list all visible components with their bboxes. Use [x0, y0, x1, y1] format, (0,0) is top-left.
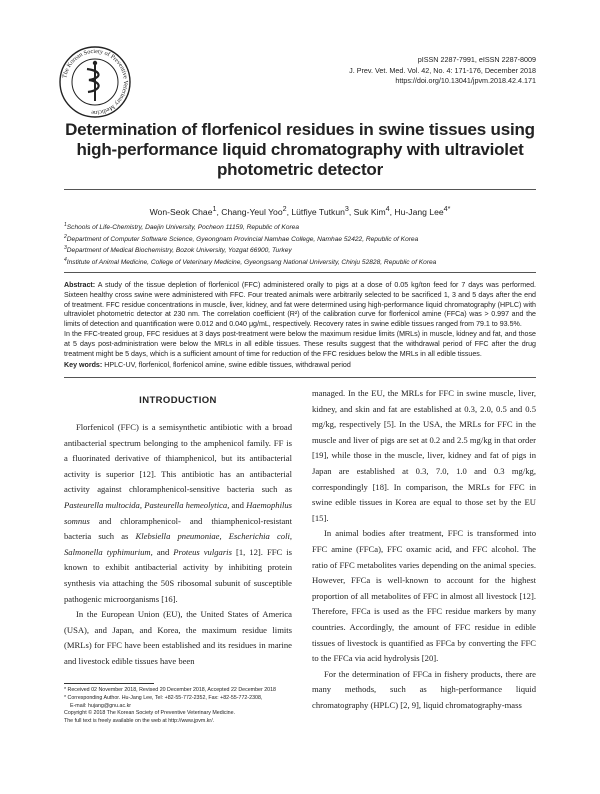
abstract-label: Abstract:	[64, 281, 96, 289]
affiliations	[64, 221, 436, 267]
keywords: Key words: HPLC-UV, florfenicol, florfenicol amine, swine edible tissues, withdrawal period	[64, 361, 351, 370]
keywords-label: Key words:	[64, 361, 103, 370]
publication-info	[349, 55, 536, 87]
affiliation-item: $^4$Institute of Animal Medicine, College of Veterinary Medicine, Gyeongsang National University, Chinju 52828, Republic of Korea	[64, 256, 437, 266]
abstract-paragraph: Abstract: A study of the tissue depletion of florfenicol (FFC) administered orally to pigs at a dose of 0.05 kg/ton feed for 7 days was performed. Sixteen healthy cross swine were administered with FFC. Four treated animals were arbitrarily selected to be sacrificed 1, 3 and 5 days after the end of treatment. FFC residue concentrations in muscle, liver, kidney, and fat were determined using high-performance liquid chromatography (HPLC) with ultraviolet photometric detector at 230 nm. The correlation coefficient (R²) of the calibration curve for florfenicol amine (FFCa) was > 0.997 and the limits of detection and quantification were 0.012 and 0.040 μg/mL, respectively. Recovery rates in swine edible tissues ranged from 79.1 to 93.5%.	[64, 281, 536, 329]
received-dates: * Received 02 November 2018, Revised 20 December 2018, Accepted 22 December 2018	[64, 687, 277, 693]
abstract-paragraph: In the FFC-treated group, FFC residues at 3 days post-treatment were below the maximum residue limits (MRLs) in muscle, kidney and fat, and those at 5 days post-administration were below the MRLs in all edible tissues. These results suggest that the withdrawal period of FFC after the drug treatment might be 5 days, which is a sufficient amount of time for reduction of the FFC residues below the MRLs in all edible tissues.	[64, 329, 536, 358]
article-title	[40, 120, 560, 180]
author-name: Hu-Jang Lee	[394, 206, 444, 217]
author-list: Won-Seok Chae$^1$, Chang-Yeul Yoo$^2$, Lütfiye Tutkun$^3$, Suk Kim$^4$, Hu-Jang Lee$^{4*}$	[149, 205, 451, 217]
body-paragraph: In animal bodies after treatment, FFC is transformed into FFC amine (FFCa), FFC oxamic acid, and FFC alcohol. The ratio of FFC metabolites varies depending on the animal species. However, FFCa is well-known to account for the highest proportion of all metabolites of FFC in almost all livestock [12]. Therefore, FFCa is used as the FFC residue markers by many countries. Accordingly, the amount of FFC residue in edible tissues of livestock is quantified as FFCa by converting the FFC to the FFCa via acid hydrolysis [20].	[312, 528, 536, 664]
body-paragraph: Florfenicol (FFC) is a semisynthetic antibiotic with a broad antibacterial spectrum belonging to the amphenicol family. FF is a fluorinated derivative of thiamphenicol, but its antibacterial activity is superior [12]. This antibiotic has an antibacterial activity against chloramphenicol-sensitive bacteria such as Pasteurella multocida, Pasteurella hemeolytica, and Haemophilus somnus and chloramphenicol- and thiamphenicol-resistant bacteria such as Klebsiella pneumoniae, Escherichia coli, Salmonella typhimurium, and Proteus vulgaris [1, 12]. FFC is known to exhibit antibacterial activity by inhibiting protein synthesis via attaching the 50S ribosomal subunit of susceptible pathogenic microorganisms [16].	[64, 422, 293, 604]
author-name: Won-Seok Chae	[149, 206, 213, 217]
issn: pISSN 2287-7991, eISSN 2287-8009	[417, 55, 536, 64]
title-line: photometric detector	[216, 160, 384, 179]
doi-link[interactable]: https://doi.org/10.13041/jpvm.2018.42.4.171	[395, 76, 536, 86]
body-column-right	[312, 386, 536, 713]
section-heading-introduction: INTRODUCTION	[139, 395, 217, 406]
affiliation-item: $^2$Department of Computer Software Science, Gyeongnam Provincial Namhae College, Namhae 52422, Republic of Korea	[64, 233, 419, 243]
footnotes	[64, 687, 304, 726]
affiliation-item: $^3$Department of Medical Biochemistry, Bozok University, Yozgat 66900, Turkey	[64, 245, 292, 255]
author-name: Chang-Yeul Yoo	[221, 206, 283, 217]
author-name: Lütfiye Tutkun	[291, 206, 345, 217]
abstract-section	[64, 272, 536, 378]
logo-ring-text: The Korean Society of Preventive Veterinary Medicine	[61, 47, 130, 117]
corresponding-author: * Corresponding Author. Hu-Jang Lee, Tel: +82-55-772-2352, Fax: +82-55-772-2308,	[64, 694, 263, 701]
affiliation-item: $^1$Schools of Life-Chemistry, Daejin University, Pocheon 11159, Republic of Korea	[64, 222, 300, 232]
author-name: Suk Kim	[353, 206, 386, 217]
body-paragraph: managed. In the EU, the MRLs for FFC in swine muscle, liver, kidney, and skin and fat are established at 0.3, 2.0, 0.5 and 0.5 mg/kg, respectively [5]. In the USA, the MRLs for FFC in the muscle and liver of pigs are set at 0.2 and 2.5 mg/kg in that order [19], while those in the muscle, liver, kidney and fat of pigs in Japan are established at 0.3, 7.0, 1.0 and 0.3 mg/kg, correspondingly [18]. In comparison, the MRLs for FFC in swine edible tissues in Korea are equal to those set by the EU [15].	[312, 388, 536, 523]
title-line: high-performance liquid chromatography with ultraviolet	[76, 140, 524, 159]
body-paragraph: For the determination of FFCa in fishery products, there are many methods, such as high-performance liquid chromatography (HPLC) [2, 9], liquid chromatography-mass	[312, 668, 536, 710]
title-divider	[64, 189, 536, 190]
footnote-divider	[64, 683, 154, 684]
society-logo	[58, 45, 132, 119]
journal-citation: J. Prev. Vet. Med. Vol. 42, No. 4: 171-176, December 2018	[349, 65, 536, 75]
corresponding-email[interactable]: E-mail: hujang@gnu.ac.kr	[70, 702, 132, 709]
copyright: Copyright © 2018 The Korean Society of Preventive Veterinary Medicine.	[64, 710, 236, 717]
title-line: Determination of florfenicol residues in swine tissues using	[65, 120, 535, 139]
body-paragraph: In the European Union (EU), the United States of America (USA), and Japan, and Korea, the maximum residue limits (MRLs) for FFC have been established and its residues in marine and livestock edible tissues have been	[64, 609, 292, 666]
license-note: The full text is freely available on the web at http://www.jpvm.kr/.	[64, 718, 215, 725]
body-column-left	[64, 420, 292, 670]
